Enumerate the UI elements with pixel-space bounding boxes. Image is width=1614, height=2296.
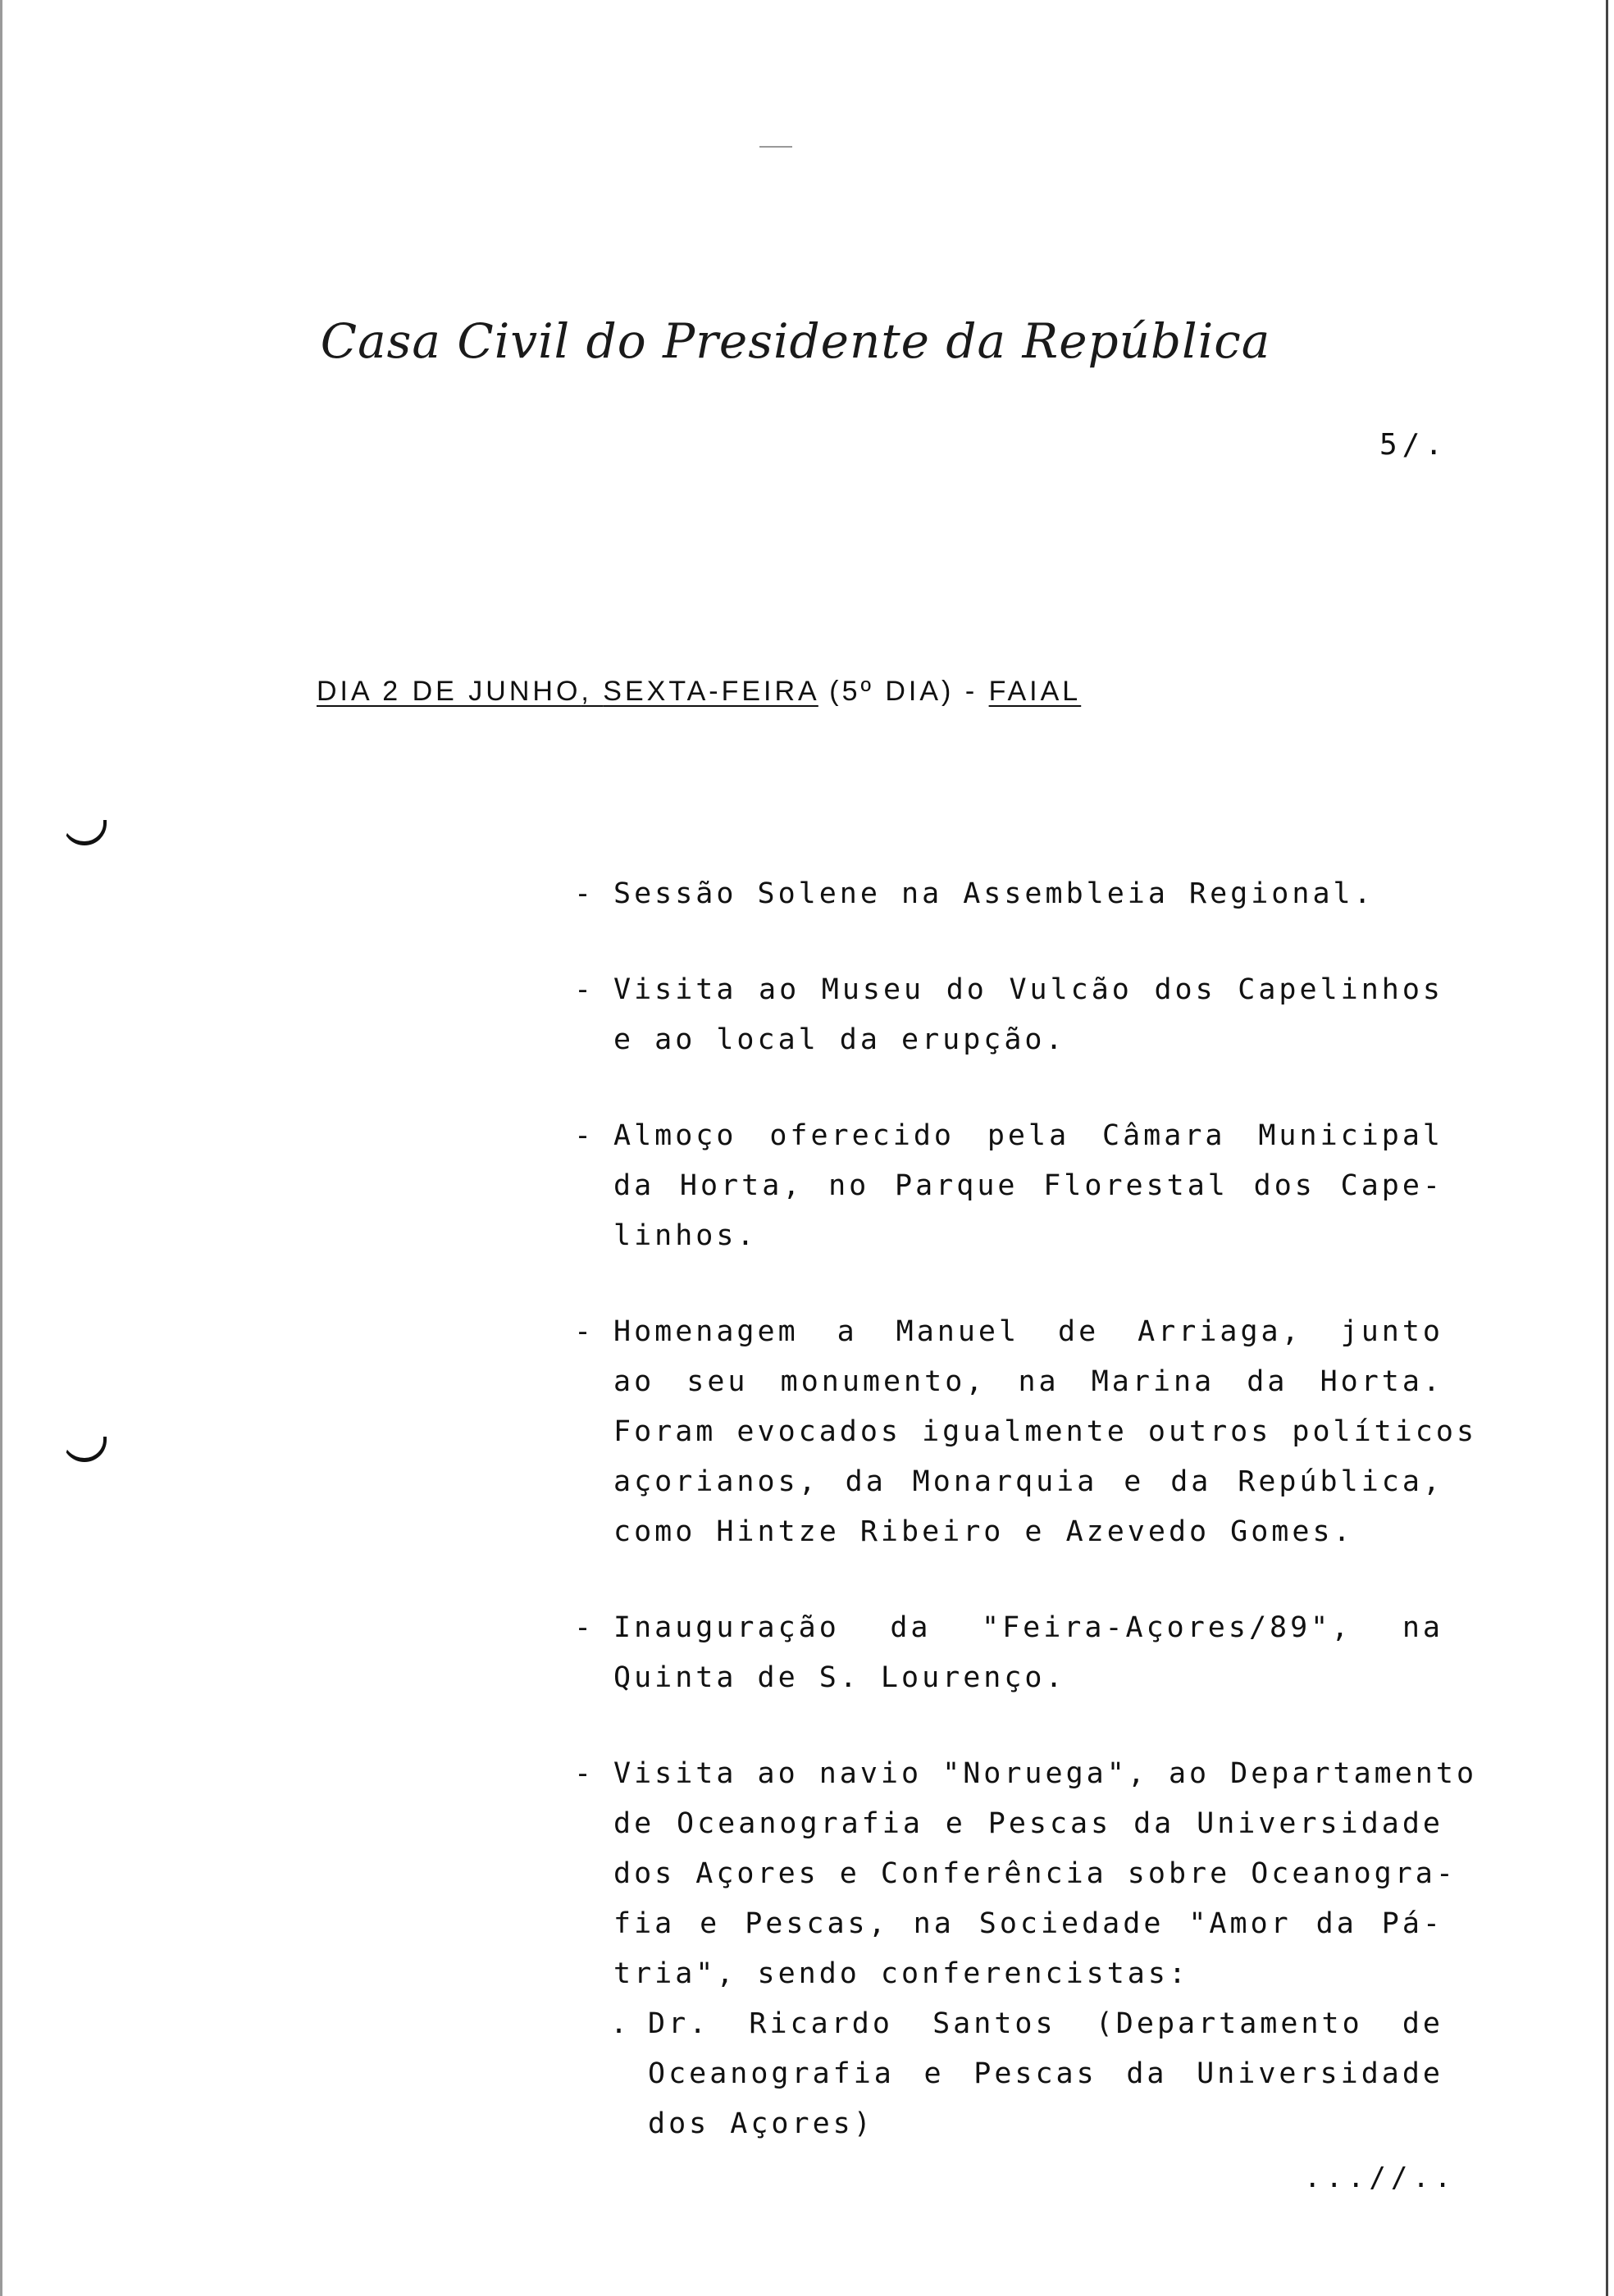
item-line: Foram evocados igualmente outros políticos [613, 1415, 1478, 1448]
item-dash: - [574, 1611, 595, 1644]
item-gap [574, 1065, 1443, 1111]
speaker-line: Oceanografia e Pescas da Universidade [648, 2057, 1443, 2090]
item-dash: - [574, 973, 595, 1006]
item-dash: - [574, 1757, 595, 1790]
heading-count: (5º DIA) - [818, 676, 989, 707]
item-dash: - [574, 1315, 595, 1348]
scan-speck [759, 146, 792, 148]
letterhead [320, 310, 1271, 376]
speaker-line: Dr. Ricardo Santos (Departamento de [648, 2007, 1443, 2040]
item-line: Visita ao navio "Noruega", ao Departamento [613, 1757, 1478, 1790]
item-line: dos Açores e Conferência sobre Oceanogra- [613, 1857, 1457, 1890]
item-line: Homenagem a Manuel de Arriaga, junto [613, 1315, 1443, 1348]
item-line: da Horta, no Parque Florestal dos Cape- [613, 1169, 1443, 1202]
scan-edge-right [1606, 0, 1608, 2296]
page-number: 5/. [1379, 428, 1448, 462]
agenda-item [574, 1603, 1443, 1703]
item-line: como Hintze Ribeiro e Azevedo Gomes. [613, 1515, 1354, 1548]
agenda-item [574, 1307, 1478, 1557]
item-line: tria", sendo conferencistas: [613, 1957, 1190, 1990]
agenda-item [574, 965, 1443, 1065]
continuation-mark: ...//.. [1304, 2162, 1457, 2194]
item-gap [574, 1261, 1443, 1307]
scan-edge-left [0, 0, 2, 2296]
item-line: e ao local da erupção. [613, 1023, 1066, 1056]
heading-day: DIA 2 DE JUNHO [317, 676, 581, 707]
section-heading [317, 676, 1383, 708]
agenda-item [574, 869, 1443, 919]
item-line: fia e Pescas, na Sociedade "Amor da Pá- [613, 1907, 1443, 1940]
heading-place: FAIAL [988, 676, 1082, 707]
heading-weekday: SEXTA-FEIRA [603, 676, 818, 707]
letterhead-text: Casa Civil do Presidente da República [320, 313, 1271, 369]
speaker-entry [610, 1999, 1443, 2149]
agenda-item [574, 1111, 1443, 1261]
item-gap [574, 919, 1443, 965]
item-line: linhos. [613, 1219, 758, 1252]
binder-hole-mark [62, 1437, 107, 1462]
speaker-bullet: . [610, 2007, 631, 2040]
binder-hole-mark [62, 820, 107, 845]
item-line: Sessão Solene na Assembleia Regional. [613, 877, 1375, 910]
item-line: Visita ao Museu do Vulcão dos Capelinhos [613, 973, 1443, 1006]
item-gap [574, 1557, 1443, 1603]
item-line: Quinta de S. Lourenço. [613, 1661, 1066, 1694]
heading-sep: , [581, 676, 604, 707]
item-line: ao seu monumento, na Marina da Horta. [613, 1365, 1443, 1398]
agenda-item [574, 1749, 1478, 2149]
item-line: de Oceanografia e Pescas da Universidade [613, 1807, 1443, 1840]
item-dash: - [574, 877, 595, 910]
speaker-line: dos Açores) [648, 2107, 874, 2140]
item-dash: - [574, 1119, 595, 1152]
agenda-list [574, 869, 1478, 2149]
item-line: Inauguração da "Feira-Açores/89", na [613, 1611, 1443, 1644]
item-gap [574, 1703, 1443, 1749]
item-line: Almoço oferecido pela Câmara Municipal [613, 1119, 1443, 1152]
item-line: açorianos, da Monarquia e da República, [613, 1465, 1443, 1498]
